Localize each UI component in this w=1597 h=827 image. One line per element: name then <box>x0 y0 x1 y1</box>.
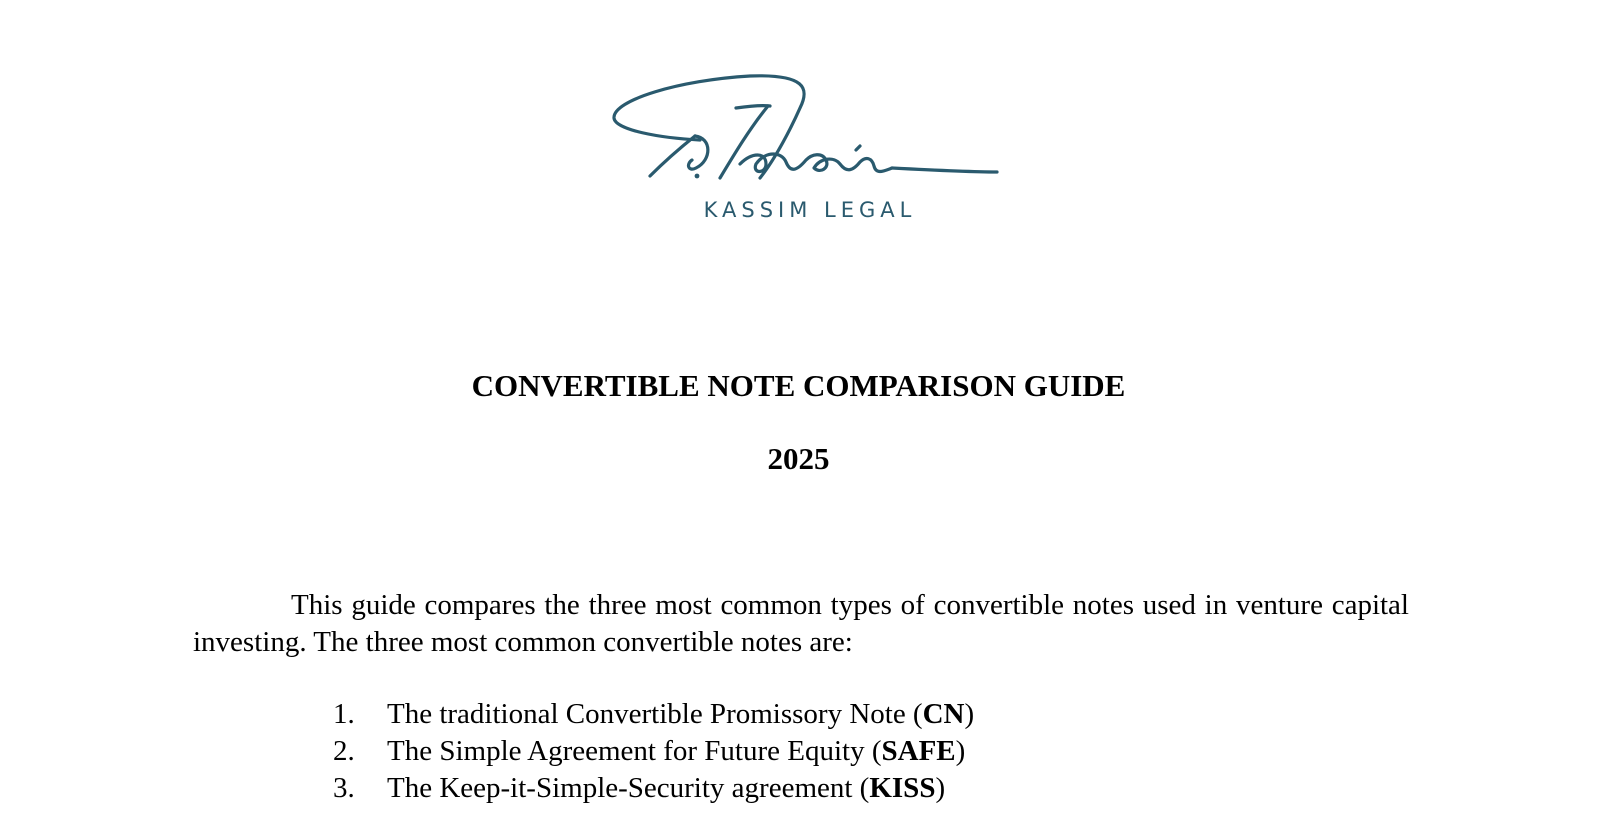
document-year: 2025 <box>767 441 830 476</box>
logo-wordmark: KASSIM LEGAL <box>703 198 917 222</box>
list-text: The traditional Convertible Promissory Note (CN) <box>387 698 975 730</box>
list-item <box>333 733 974 770</box>
firm-logo <box>600 68 1020 228</box>
document-title: CONVERTIBLE NOTE COMPARISON GUIDE <box>471 368 1126 403</box>
list-abbreviation: CN <box>922 698 965 730</box>
list-abbreviation: SAFE <box>881 735 956 767</box>
intro-paragraph: This guide compares the three most common types of convertible notes used in venture capital investing. The three most common convertible notes are: <box>193 589 1409 658</box>
list-number: 3. <box>333 772 355 804</box>
list-item <box>333 770 974 807</box>
list-text: The Simple Agreement for Future Equity (SAFE) <box>387 735 966 767</box>
list-number: 1. <box>333 698 355 730</box>
list-text: The Keep-it-Simple-Security agreement (KISS) <box>387 772 946 804</box>
list-number: 2. <box>333 735 355 767</box>
signature-icon <box>600 68 1020 188</box>
notes-list <box>333 696 974 807</box>
list-abbreviation: KISS <box>869 772 936 804</box>
list-item <box>333 696 974 733</box>
